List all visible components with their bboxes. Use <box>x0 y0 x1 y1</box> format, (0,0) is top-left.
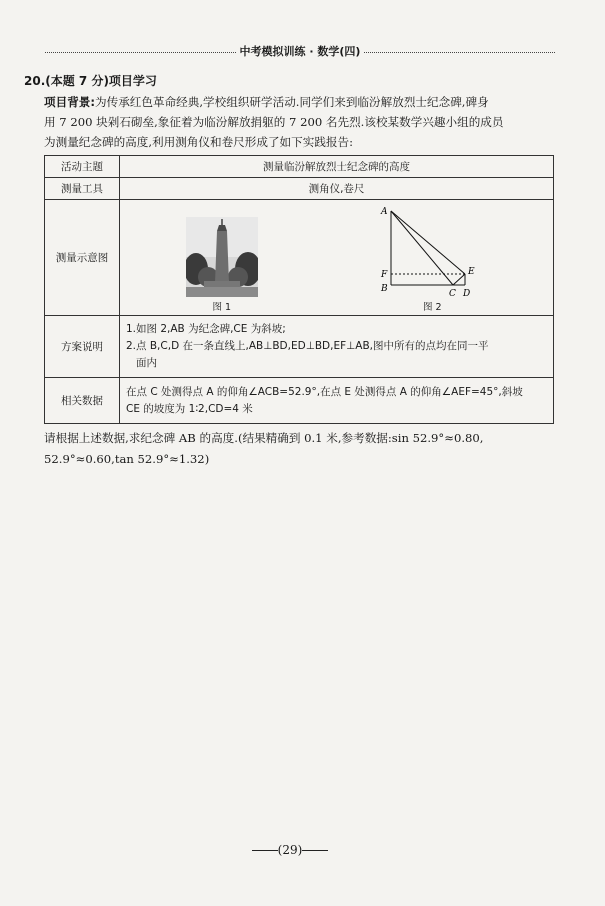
background-line-2: 用 7 200 块剁石砌垒,象征着为临汾解放捐躯的 7 200 名先烈.该校某数学兴趣小组的成员 <box>44 115 504 129</box>
geometry-diagram <box>377 205 487 297</box>
point-label-b: B <box>381 283 388 294</box>
row-label-tools: 测量工具 <box>45 178 120 200</box>
background-paragraph <box>44 92 554 152</box>
figure-1 <box>186 217 258 313</box>
page-number-rule-left <box>252 850 278 851</box>
point-label-f: F <box>381 269 388 280</box>
row-value-theme: 测量临汾解放烈士纪念碑的高度 <box>120 156 554 178</box>
row-label-plan: 方案说明 <box>45 316 120 378</box>
page-header <box>45 44 555 58</box>
header-dots-left <box>45 52 236 53</box>
row-value-data <box>120 378 554 424</box>
prompt-line-1: 请根据上述数据,求纪念碑 AB 的高度.(结果精确到 0.1 米,参考数据:sin 52.9°≈0.80, <box>44 431 484 445</box>
page-number-block <box>240 838 340 862</box>
figure-2 <box>377 205 487 313</box>
data-line-2: CE 的坡度为 1∶2,CD=4 米 <box>126 402 253 415</box>
monument-photo <box>186 217 258 297</box>
page-number: 29 <box>282 843 298 857</box>
row-label-diagram: 测量示意图 <box>45 200 120 316</box>
page-number-close-paren: ) <box>297 843 303 857</box>
row-label-theme: 活动主题 <box>45 156 120 178</box>
point-label-a: A <box>381 206 388 217</box>
row-value-plan <box>120 316 554 378</box>
plan-line-2: 2.点 B,C,D 在一条直线上,AB⊥BD,ED⊥BD,EF⊥AB,图中所有的点均在同一平 <box>126 340 489 352</box>
data-line-1: 在点 C 处测得点 A 的仰角∠ACB=52.9°,在点 E 处测得点 A 的仰角∠AEF=45°,斜坡 <box>126 385 523 398</box>
point-label-c: C <box>449 288 457 297</box>
row-value-tools: 测角仪,卷尺 <box>120 178 554 200</box>
page-number-rule-right <box>302 850 328 851</box>
header-title: 中考模拟训练 · 数学(四) <box>239 45 361 58</box>
table-row <box>45 200 554 316</box>
point-label-d: D <box>463 288 471 297</box>
background-label: 项目背景: <box>44 95 96 109</box>
question-heading: 20.(本题 7 分)项目学习 <box>24 74 157 88</box>
table-row <box>45 178 554 200</box>
figure-2-caption: 图 2 <box>422 301 442 313</box>
plan-line-3: 面内 <box>136 357 157 369</box>
page-number-open-paren: ( <box>277 843 283 857</box>
table-row <box>45 378 554 424</box>
figure-1-caption: 图 1 <box>212 301 232 313</box>
plan-line-1: 1.如图 2,AB 为纪念碑,CE 为斜坡; <box>126 323 286 335</box>
background-line-3: 为测量纪念碑的高度,利用测角仪和卷尺形成了如下实践报告: <box>44 135 354 149</box>
point-label-e: E <box>468 266 475 277</box>
table-row <box>45 156 554 178</box>
row-label-data: 相关数据 <box>45 378 120 424</box>
table-row <box>45 316 554 378</box>
question-prompt <box>44 428 556 470</box>
background-line-1: 为传承红色革命经典,学校组织研学活动.同学们来到临汾解放烈士纪念碑,碑身 <box>95 95 489 109</box>
row-value-diagram <box>120 200 554 316</box>
header-dots-right <box>364 52 555 53</box>
prompt-line-2: 52.9°≈0.60,tan 52.9°≈1.32) <box>44 452 210 466</box>
report-table <box>44 155 554 424</box>
